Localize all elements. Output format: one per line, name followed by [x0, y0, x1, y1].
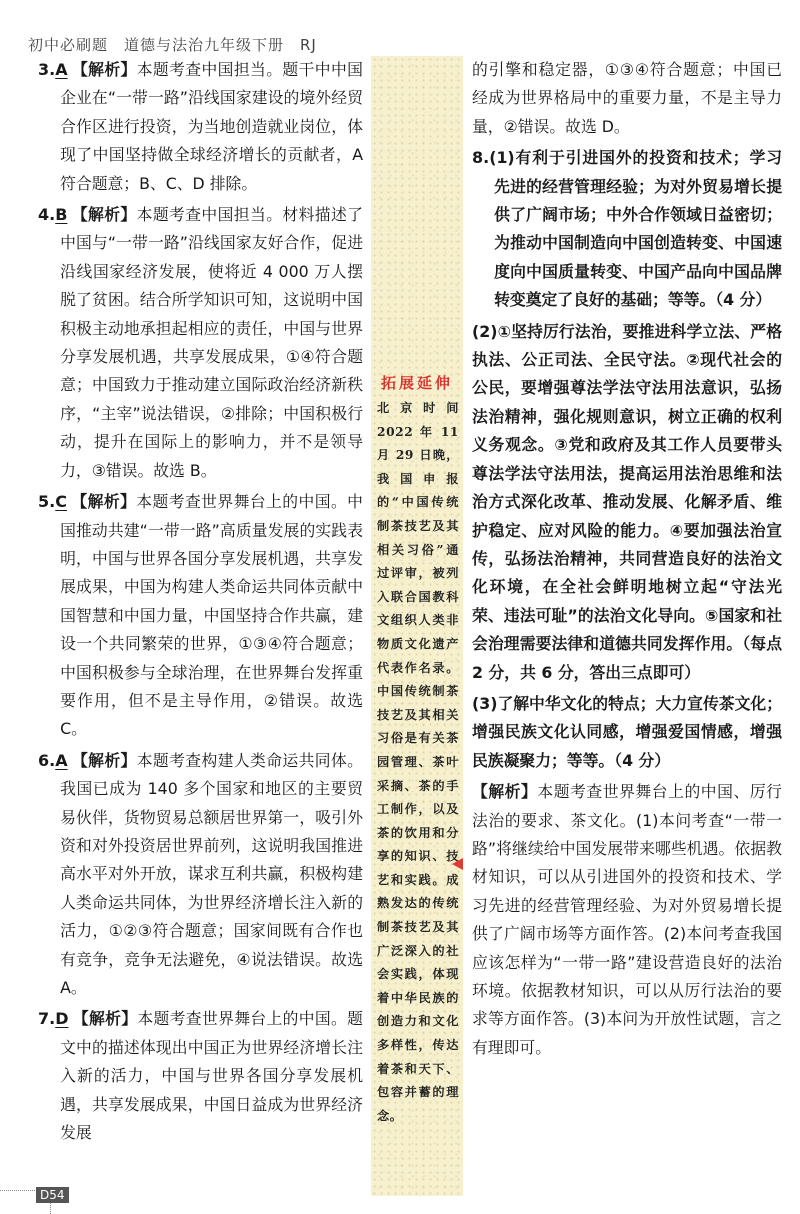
analysis-text: 本题考查世界舞台上的中国。题文中的描述体现出中国正为世界经济增长注入新的活力，中国与世界各国分享发展机遇，共享发展成果，中国日益成为世界经济发展 [60, 1009, 363, 1143]
question-8-analysis [472, 778, 782, 1062]
analysis-text: 本题考查世界舞台上的中国。中国推动共建“一带一路”高质量发展的实践表明，中国与世界各国分享发展机遇，共享发展成果，中国为构建人类命运共同体贡献中国智慧和中国力量，中国坚持合作共赢，建设一个共同繁荣的世界，①③④符合题意；中国积极参与全球治理，在世界舞台发挥重要作用，但不是主导作用，②错误。故选 C。 [60, 492, 363, 739]
answer-part-1: (1)有利于引进国外的投资和技术；学习先进的经营管理经验；为对外贸易增长提供了广阔市场；中外合作领域日益密切；为推动中国制造向中国创造转变、中国速度向中国质量转变、中国产品向中国品牌转变奠定了良好的基础；等等。（4 分） [489, 148, 782, 310]
page-header: 初中必刷题 道德与法治九年级下册 RJ [28, 36, 317, 54]
question-number: 8. [472, 148, 490, 168]
analysis-text: 本题考查中国担当。材料描述了中国与“一带一路”沿线国家友好合作，促进沿线国家经济发展，使将近 4 000 万人摆脱了贫困。结合所学知识可知，这说明中国积极主动地承担起相应的责任，中国与世界分享发展机遇，共享发展成果，①④符合题意；中国致力于推动建立国际政治经济新秩序，“主宰”说法错误，②排除；中国积极行动，提升在国际上的影响力，并不是领导力，③错误。故选 B。 [60, 205, 363, 480]
sidebar-title: 拓展延伸 [380, 374, 453, 392]
answer-part-2: (2)①坚持厉行法治，要推进科学立法、严格执法、公正司法、全民守法。②现代社会的公民，要增强尊法学法守法用法意识，弘扬法治精神，强化规则意识，树立正确的权利义务观念。③党和政府及其工作人员要带头尊法学法守法用法，提高运用法治思维和法治方式深化改革、推动发展、化解矛盾、维护稳定、应对风险的能力。④要加强法治宣传，弘扬法治精神，共同营造良好的法治文化环境，在全社会鲜明地树立起“守法光荣、违法可耻”的法治文化导向。⑤国家和社会治理需要法律和道德共同发挥作用。（每点 2 分，共 6 分，答出三点即可） [472, 321, 782, 682]
left-column [38, 56, 363, 1150]
sidebar-text: 北京时间 2022 年 11 月 29 日晚，我国申报的“中国传统制茶技艺及其相关习俗”通过评审，被列入联合国教科文组织人类非物质文化遗产代表作名录。中国传统制茶技艺及其相关习俗是有关茶园管理、茶叶采摘、茶的手工制作，以及茶的饮用和分享的知识、技艺和实践。成熟发达的传统制茶技艺及其广泛深入的社会实践，体现着中华民族的创造力和文化多样性，传达着茶和天下、包容并蓄的理念。 [377, 401, 459, 1123]
question-4 [38, 201, 363, 485]
answer-part-3: (3)了解中华文化的特点；大力宣传茶文化；增强民族文化认同感，增强爱国情感，增强民族凝聚力；等等。（4 分） [472, 693, 782, 770]
question-number: 3. [38, 60, 56, 79]
analysis-tag: 【解析】 [71, 750, 137, 770]
question-5 [38, 488, 363, 744]
question-6 [38, 747, 363, 1003]
page-number: D54 [36, 1187, 69, 1203]
answer-letter: C [55, 492, 67, 512]
question-7 [38, 1005, 363, 1147]
analysis-text: 本题考查构建人类命运共同体。我国已成为 140 多个国家和地区的主要贸易伙伴，货物贸易总额居世界第一，吸引外资和对外投资居世界前列，这说明我国推进高水平对外开放，谋求互利共赢，积极构建人类命运共同体，为世界经济增长注入新的活力，①②③符合题意；国家间既有合作也有竞争，竞争无法避免，④说法错误。故选 A。 [60, 750, 363, 997]
analysis-tag: 【解析】 [71, 205, 137, 225]
analysis-tag: 【解析】 [70, 492, 137, 512]
question-7-continued: 的引擎和稳定器，①③④符合题意；中国已经成为世界格局中的重要力量，不是主导力量，②错误。故选 D。 [472, 60, 782, 136]
answer-letter: B [55, 205, 68, 225]
question-number: 4. [38, 205, 56, 225]
analysis-tag: 【解析】 [71, 60, 137, 79]
question-number: 7. [38, 1009, 56, 1029]
analysis-text: 本题考查世界舞台上的中国、厉行法治的要求、茶文化。(1)本问考查“一带一路”将继续给中国发展带来哪些机遇。依据教材知识，可以从引进国外的投资和技术、学习先进的经营管理经验、为对外贸易增长提供了广阔市场等方面作答。(2)本问考查我国应该怎样为“一带一路”建设营造良好的法治环境。依据教材知识，可以从厉行法治的要求等方面作答。(3)本问为开放性试题，言之有理即可。 [472, 782, 782, 1057]
question-number: 5. [38, 492, 56, 512]
question-8 [472, 144, 782, 314]
right-column [472, 56, 782, 1065]
answer-letter: D [55, 1009, 69, 1029]
question-3 [38, 56, 363, 198]
analysis-tag: 【解析】 [472, 782, 538, 802]
answer-letter: A [55, 750, 68, 770]
question-number: 6. [38, 750, 56, 770]
pointer-arrow-icon [452, 858, 463, 870]
analysis-tag: 【解析】 [72, 1009, 138, 1029]
analysis-text: 本题考查中国担当。题干中中国企业在“一带一路”沿线国家建设的境外经贸合作区进行投资，为当地创造就业岗位，体现了中国坚持做全球经济增长的贡献者，A 符合题意；B、C、D 排除。 [60, 60, 363, 193]
answer-letter: A [55, 60, 68, 79]
